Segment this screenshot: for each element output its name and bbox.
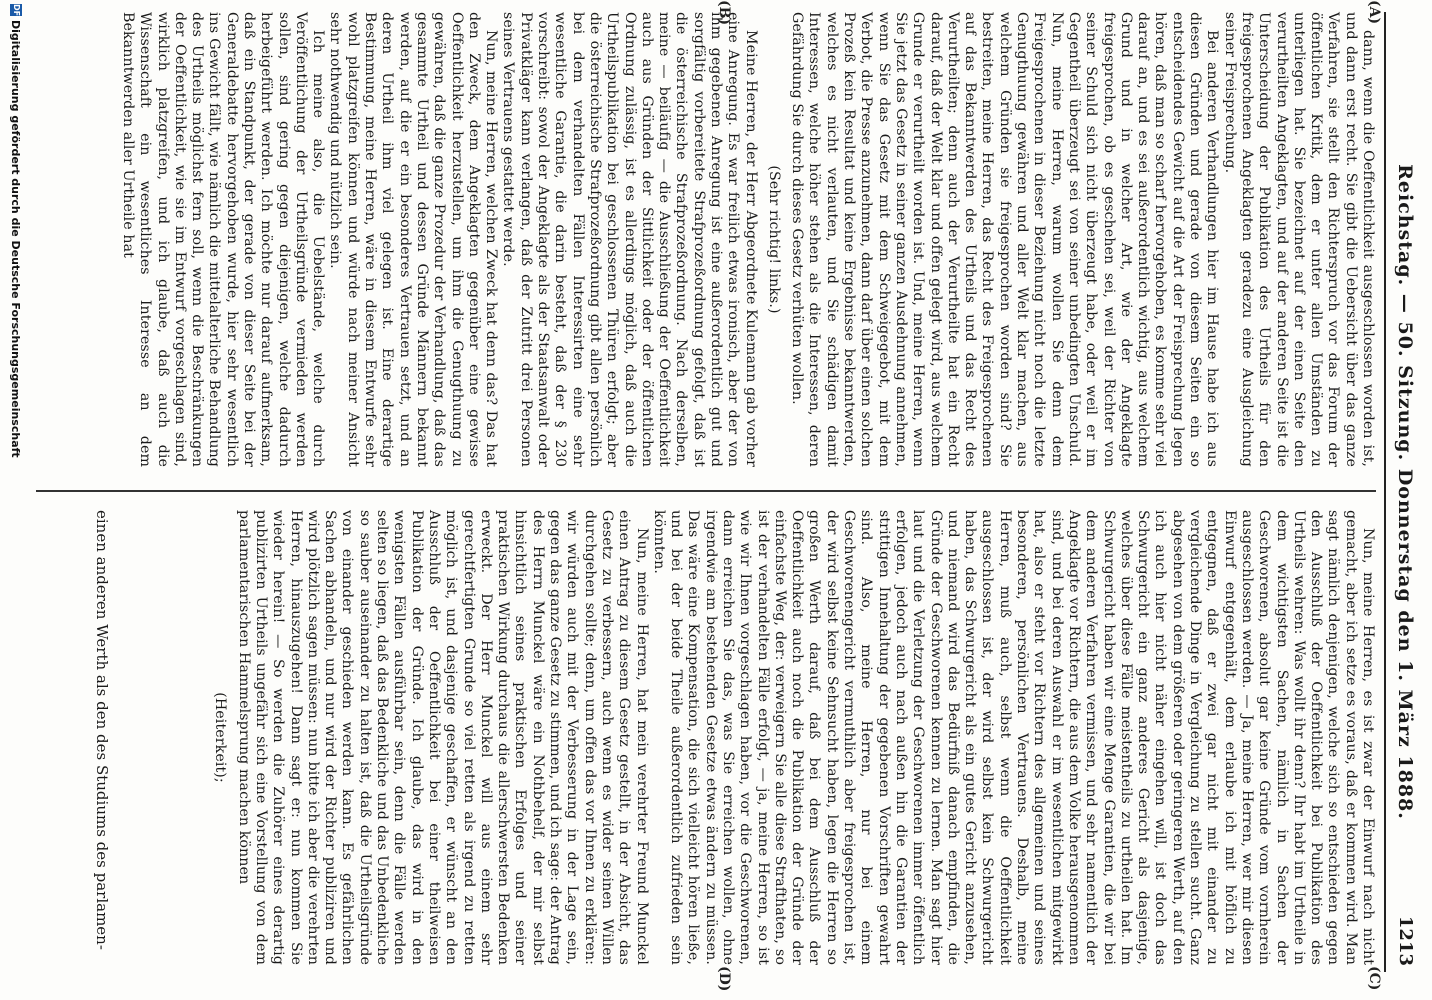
margin-marker-a: (A) — [1366, 0, 1382, 25]
margin-marker-b: (B) — [716, 0, 732, 26]
left-paragraph: Ich meine also, die Uebelstände, welche durch Veröffentlichung der Urtheilsgründe vermieden werden sollen, sind gering gegen diejenigen, welche dadurch herbeigeführt werden. Ich möchte nur darauf aufmerksam, daß ein Standpunkt, der gerade von dieser Seite bei der Generaldebatte hervorgehoben wurde, hier sehr wesentlich ins Gewicht fällt, wie nämlich die mittelalterliche Behandlung des Urtheils möglichst fern soll, wenn die Beschränkungen der Oeffentlichkeit, wie sie im Entwurf vorgeschlagen sind, wirklich platzgreifen, und ich glaube, daß auch die Wissenschaft ein wesentliches Interesse an dem Bekanntwerden aller Urtheile hat — [119, 12, 327, 467]
right-paragraph: Nun, meine Herren, hat mein verehrter Freund Munckel einen Antrag zu diesem Gesetz gestellt, in der Absicht, das Gesetz zu verbessern, auch wenn es wider seinen Willen durchgehen sollte; denn, um offen das vor Ihnen zu erklären: wir würden auch mit der Verbesserung in der Lage sein, gegen das ganze Gesetz zu stimmen, und ich sage: der Antrag des Herrn Munckel wäre ein Nothbehelf, der mir selbst hinsichtlich seines praktischen Erfolges und seiner praktischen Wirkung durchaus die allerschwersten Bedenken erweckt. Der Herr Munckel will aus einem sehr gerechtfertigten Grunde so viel retten als irgend zu retten möglich ist, und dasjenige geschaffen, er wünscht an den Ausschluß der Oeffentlichkeit bei einer theilweisen Publikation der Gründe. Ich glaube, das wird in den wenigsten Fällen ausführbar sein, denn die Fälle werden selten so liegen, daß das Bedenkliche und das Unbedenkliche so sauber auseinander zu halten ist, daß die Urtheilsgründe von einander geschieden werden kann. Es gefährlichen Sachen abhandeln, und nur wird der Richter publiziren und wird plötzlich sagen müssen: nun bitte ich aber die verehrten Herren, hinauszugehen! Dann sagt er: nun kommen Sie wieder herein! — So werden die Zuhörer eines derartig publizirten Urtheils ungefähr sich eine Vorstellung von dem parlamentarischen Hammelsprung machen können — [235, 510, 650, 965]
page-number: 1213 — [1395, 915, 1416, 966]
dfg-logo: DFG — [12, 4, 21, 23]
left-column — [10, 12, 1376, 467]
digitization-footer — [2, 0, 26, 1000]
left-paragraph: Bei anderen Verhandlungen hier im Hause habe ich aus diesen Gründen und gerade von diesem Seiten ein so entscheidendes Gewicht auf die Art der Freisprechung legen hören, daß man so scharf hervorgehoben, es komme sehr viel darauf an, und es sei außerordentlich wichtig, aus welchem Grund und in welcher Art, wie der Angeklagte freigesprochen, ob es geschehen sei, weil der Richter von seiner Schuld sich nicht überzeugt habe, oder weil er im Gegentheil überzeugt sei von seiner unbedingten Unschuld. Nun, meine Herren, warum wollen Sie denn dem Freigesprochenen in dieser Beziehung nicht noch die letzte Genugthuung gewähren und aller Welt klar machen, aus welchem Gründen sie freigesprochen worden sind? Sie bestreiten, meine Herren, das Recht des Freigesprochenen auf das Bekanntwerden des Urtheils und das Recht des Verurtheilten; denn auch der Verurtheilte hat ein Recht darauf, daß der Welt klar und offen gelegt wird, aus welchem Grunde er verurtheilt worden ist. Und, meine Herren, wenn Sie jetzt das Gesetz in seiner ganzen Ausdehnung annehmen, wenn Sie das Gesetz mit dem Schweigegebot, mit dem Verbot, die Presse anzunehmen, dann darf über einen solchen Prozeß kein Resultat und keine Ergebnisse bekanntwerden, welches es nicht verlauten, und Sie schädigen damit Interessen, welche höher stehen als die Interessen, deren Gefährdung Sie durch dieses Gesetz verhüten wollen. — [789, 12, 1221, 467]
right-column — [212, 510, 1376, 965]
left-paragraph: Meine Herren, der Herr Abgeordnete Kulemann gab vorher eine Anregung. Es war freilich etwas ironisch, aber der von ihm gegebenen Anregung ist eine außerordentlich gut und sorgfältig vorbereitete Strafprozeßordnung gefolgt, daß ist die österreichische Strafprozeßordnung. Nach derselben, meine — beiläufig — die Ausschließung der Oeffentlichkeit auch aus Gründen der Sittlichkeit oder der öffentlichen Ordnung zulässig, ist es allerdings möglich, daß auch die Urtheilspublikation bei geschlossenen Thüren erfolgt; aber die österreichische Strafprozeßordnung gibt allen persönlich bei dem verhandelten Fällen Interessirten eine sehr wesentliche Garantie, die darin besteht, daß der § 230 vorschreibt: sowol der Angeklagte als der Staatsanwalt oder Privatkläger kann verlangen, daß der Zutritt drei Personen seines Vertrauens gestattet werde. — [500, 12, 759, 467]
right-paragraph: Nun, meine Herren, es ist zwar der Einwurf nach nicht gemacht, aber ich setze es voraus, daß er kommen wird. Man sagt nämlich denjenigen, welche sich so entschieden gegen den Ausschluß der Oeffentlichkeit bei Publikation des Urtheils wehren: Was wollt ihr denn? Ihr habt im Urtheile in dem wichtigsten Sachen, nämlich in Sachen der Geschworenen, absolut gar keine Gründe vom vornherein ausgeschlossen werden. — Ja, meine Herren, wer mir diesen Einwurf entgegenhält, dem erlaube ich mit höflich zu entgegnen, daß er zwei gar nicht mit einander zu vergleichende Dinge in Vergleichung zu stellen sucht. Ganz abgesehen von dem größeren oder geringeren Werth, auf den ich auch hier nicht näher eingehen will, ist doch das Schwurgericht ein ganz anderes Gericht als dasjenige, welches über diese Fälle meistentheils zu urtheilen hat. Im Schwurgericht haben wir eine Menge Garantien, die wir bei dem anderen Verfahren vermissen, und sehr namentlich der Angeklagte vor Richtern, die aus dem Volke herausgenommen sind, und bei deren Auswahl er im wesentlichen mitgewirkt hat, also er steht vor Richtern des allgemeinen und seines besonderen, persönlichen Vertrauens. Deshalb, meine Herren, muß auch, selbst wenn die Oeffentlichkeit ausgeschlossen ist, der wird selbst kein Schwurgericht haben, das Schwurgericht als ein gutes Gericht anzusehen, und niemand wird das Bedürfniß danach empfinden, die Gründe der Geschworenen kennen zu lernen. Man sagt hier laut und die Verletzung der Geschworenen immer öffentlich erfolgen, jedoch auch nach außen hin die Garantien der strittigen Innehaltung der gegebenen Vorschriften gewahrt sind. Also, meine Herren, nur bei einem Geschworenengericht vermuthlich aber freigesprochen ist, der wird selbst keine Sehnsucht haben, legen die Herren so großen Werth darauf, daß bei dem Ausschluß der Oeffentlichkeit auch noch die Publikation der Gründe der einfachste Weg, der: verweigern Sie alle diese Strafthaten, so ist der verhandelten Fälle erfolgt, — ja, meine Herren, so ist wie wir Ihnen vorgeschlagen haben, vor die Geschworenen, dann erreichen Sie das, was Sie erreichen wollen, ohne irgendwie am bestehenden Gesetze etwas ändern zu müssen. Das wäre eine Kompensation, die sich vielleicht hören ließe, und bei der beide Theile außerordentlich zufrieden sein könnten. — [650, 510, 1376, 965]
digitization-credit: Digitalisierung gefördert durch die Deutsche Forschungsgemeinschaft — [9, 20, 22, 458]
margin-marker-d: (D) — [716, 966, 732, 992]
laughter-note: (Heiterkeit); — [212, 692, 229, 783]
left-paragraph: Nun, meine Herren, welchen Zweck hat denn das? Das hat den Zweck, dem Angeklagten gegenüber eine gewisse Oeffentlichkeit herzustellen, um ihm die Genugthuung zu gewähren, daß die ganze Prozedur der Verhandlung, daß das gesammte Urtheil und dessen Gründe Männern bekannt werden, auf die er ein besonderes Vertrauen setzt, und an deren Urtheil ihm viel gelegen ist. Eine derartige Bestimmung, meine Herren, wäre in diesem Entwurfe sehr wohl platzgreifen können und würde nach meiner Ansicht sehr nothwendig und nützlich sein. — [327, 12, 500, 467]
page-header — [1384, 12, 1420, 972]
applause-note: (Sehr richtig! links.) — [765, 165, 782, 314]
continuation-line: einen anderen Werth als den des Studiums des parlamen- — [93, 510, 111, 950]
left-paragraph: dann, wenn die Oeffentlichkeit ausgeschlossen worden ist, und dann erst recht. Sie gibt die Uebersicht über das ganze Verfahren, sie stellt den Richterspruch vor das Forum der öffentlichen Kritik, dem er unter allen Umständen zu unterliegen hat. Sie bezeichnet auf der einen Seite den verurtheilten Angeklagten, und auf der anderen Seite ist die Unterscheidung der Publikation des Urtheils für den freigesprochenen Angeklagten geradezu eine Ausgleichung seiner Freisprechung. — [1221, 12, 1376, 467]
page-title: Reichstag. — 50. Sitzung. Donnerstag den 1. März 1888. — [1394, 164, 1416, 820]
column-divider — [36, 490, 1376, 492]
margin-marker-c: (C) — [1366, 966, 1382, 991]
